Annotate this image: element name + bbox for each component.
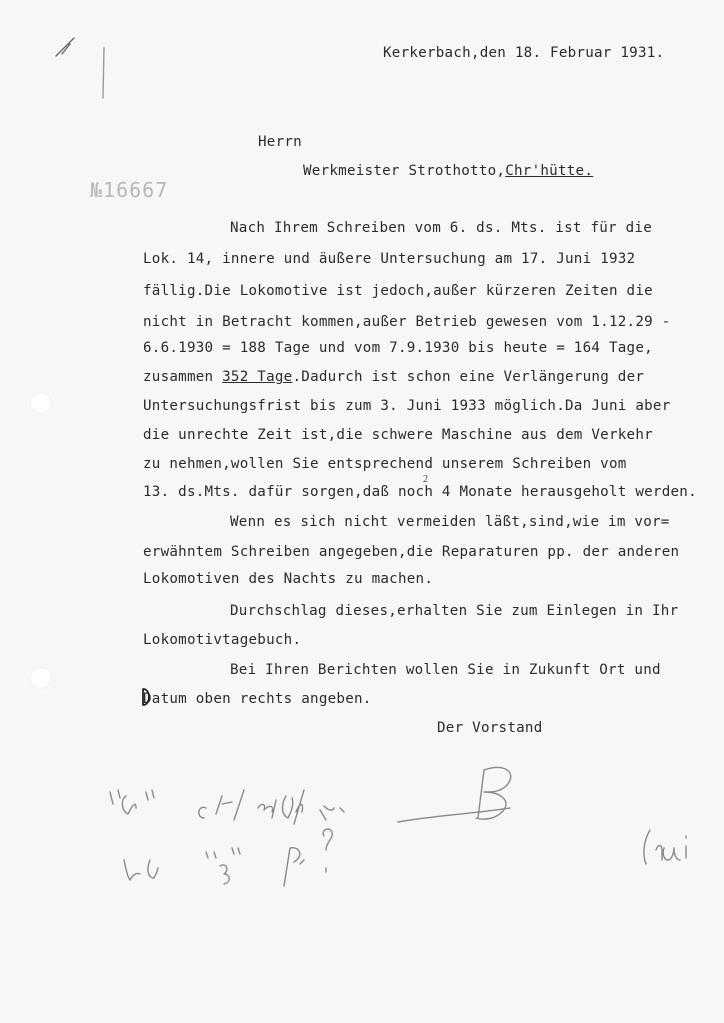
body-line: Wenn es sich nicht vermeiden läßt,sind,wie im vor= [230,514,670,530]
body-line: Untersuchungsfrist bis zum 3. Juni 1933 möglich.Da Juni aber [143,398,671,414]
date-line: Kerkerbach,den 18. Februar 1931. [383,45,665,61]
body-line: Nach Ihrem Schreiben vom 6. ds. Mts. ist für die [230,220,652,236]
body-line: Lokomotivtagebuch. [143,632,302,648]
body-line: fällig.Die Lokomotive ist jedoch,außer kürzeren Zeiten die [143,283,653,299]
note-scribble [284,829,332,886]
body-line: nicht in Betracht kommen,außer Betrieb gewesen vom 1.12.29 - [143,314,671,330]
body-line: 6.6.1930 = 188 Tage und vom 7.9.1930 bis heute = 164 Tage, [143,340,653,356]
margin-scribble [644,830,686,864]
salutation: Herrn [258,134,302,150]
body-line: die unrechte Zeit ist,die schwere Maschine aus dem Verkehr [143,427,653,443]
handwritten-insert-mark: 2 [423,474,428,485]
body-line: Lok. 14, innere und äußere Untersuchung am 17. Juni 1932 [143,251,636,267]
signoff: Der Vorstand [437,720,543,736]
underline-stroke [398,808,510,822]
note-scribble [206,848,240,884]
body-text: zusammen [143,369,214,385]
registry-stamp: №16667 [90,178,169,202]
note-scribble [124,860,158,880]
addressee-name: Werkmeister Strothotto, [303,163,506,179]
body-line: Lokomotiven des Nachts zu machen. [143,571,434,587]
datum-correction [143,689,149,705]
note-scribble [199,790,344,824]
body-line: erwähntem Schreiben angegeben,die Reparaturen pp. der anderen [143,544,680,560]
body-line: 13. ds.Mts. dafür sorgen,daß noch 4 Monate herausgeholt werden. [143,484,697,500]
note-scribble [110,790,154,814]
addressee-place: Chr'hütte. [505,163,594,179]
body-line: Datum oben rechts angeben. [143,691,372,707]
margin-stroke [103,48,104,98]
body-line: Durchschlag dieses,erhalten Sie zum Einlegen in Ihr [230,603,679,619]
body-text: .Dadurch ist schon eine Verlängerung der [292,369,645,385]
body-line: zu nehmen,wollen Sie entsprechend unserem Schreiben vom [143,456,627,472]
margin-stroke [56,38,74,56]
underlined-days: 352 Tage [222,369,293,385]
body-line: Bei Ihren Berichten wollen Sie in Zukunft Ort und [230,662,661,678]
